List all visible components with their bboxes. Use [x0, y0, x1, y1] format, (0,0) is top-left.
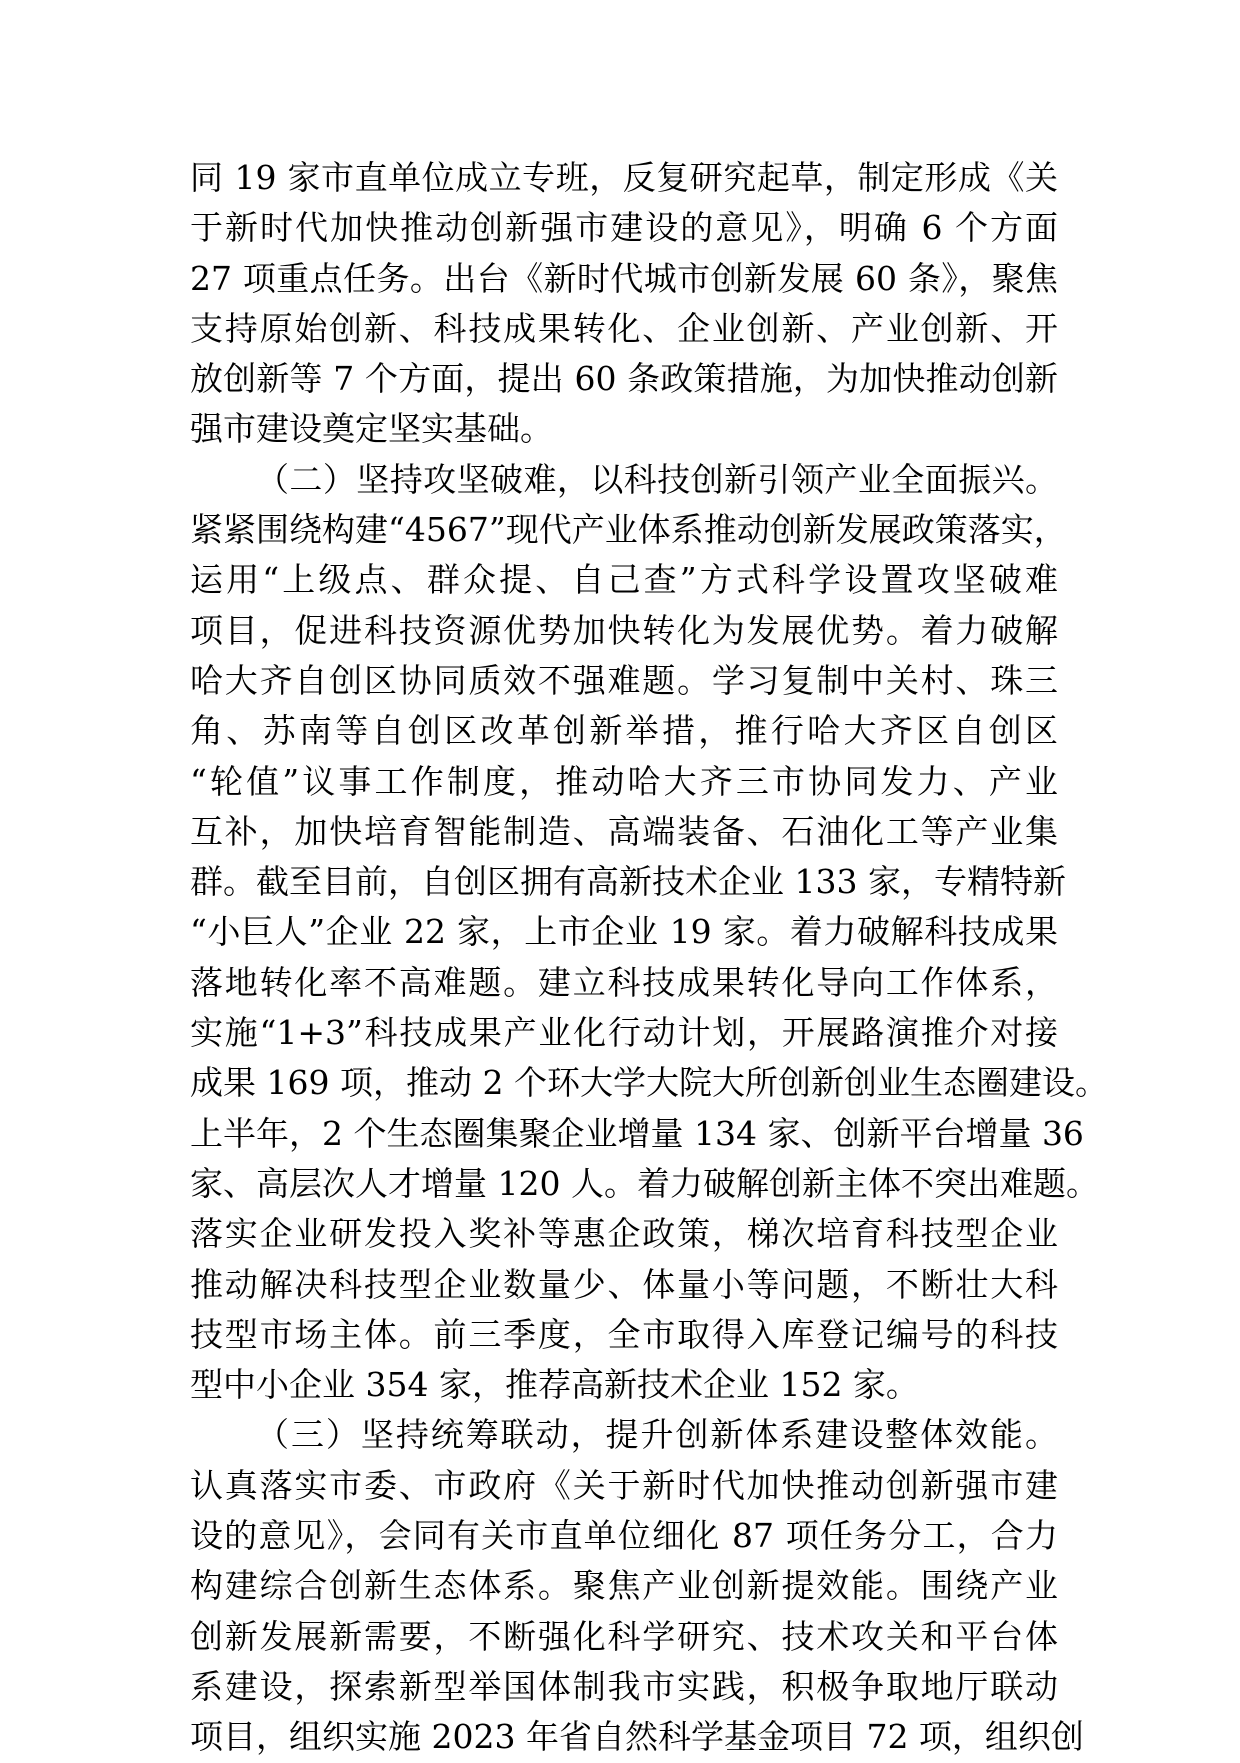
text-line: 于新时代加快推动创新强市建设的意见》，明确 6 个方面: [190, 208, 1058, 248]
text-line: 强市建设奠定坚实基础。: [190, 409, 553, 449]
text-line: 设的意见》，会同有关市直单位细化 87 项任务分工，合力: [190, 1516, 1058, 1556]
text-line: 成果 169 项，推动 2 个环大学大院大所创新创业生态圈建设。: [190, 1063, 1108, 1103]
text-line: 家、高层次人才增量 120 人。着力破解创新主体不突出难题。: [190, 1163, 1099, 1203]
text-line: 角、苏南等自创区改革创新举措，推行哈大齐区自创区: [190, 711, 1058, 751]
text-line: 放创新等 7 个方面，提出 60 条政策措施，为加快推动创新: [190, 359, 1058, 399]
text-line: “小巨人”企业 22 家，上市企业 19 家。着力破解科技成果: [190, 912, 1058, 952]
text-line: 落实企业研发投入奖补等惠企政策，梯次培育科技型企业: [190, 1214, 1058, 1254]
text-line: 创新发展新需要，不断强化科学研究、技术攻关和平台体: [190, 1616, 1058, 1656]
text-line: 项目，促进科技资源优势加快转化为发展优势。着力破解: [190, 610, 1058, 650]
section-heading-line: （三）坚持统筹联动，提升创新体系建设整体效能。: [256, 1415, 1058, 1455]
text-line: 上半年，2 个生态圈集聚企业增量 134 家、创新平台增量 36: [190, 1113, 1084, 1153]
text-line: 紧紧围绕构建“4567”现代产业体系推动创新发展政策落实，: [190, 510, 1067, 550]
text-line: 项目，组织实施 2023 年省自然科学基金项目 72 项，组织创: [190, 1717, 1084, 1757]
text-line: 同 19 家市直单位成立专班，反复研究起草，制定形成《关: [190, 158, 1058, 197]
text-line: 认真落实市委、市政府《关于新时代加快推动创新强市建: [190, 1465, 1058, 1505]
text-line: 构建综合创新生态体系。聚焦产业创新提效能。围绕产业: [190, 1566, 1058, 1606]
text-line: 技型市场主体。前三季度，全市取得入库登记编号的科技: [190, 1314, 1058, 1354]
text-line: “轮值”议事工作制度，推动哈大齐三市协同发力、产业: [190, 761, 1058, 801]
text-line: 落地转化率不高难题。建立科技成果转化导向工作体系，: [190, 962, 1058, 1002]
text-line: 推动解决科技型企业数量少、体量小等问题，不断壮大科: [190, 1264, 1058, 1304]
text-line: 型中小企业 354 家，推荐高新技术企业 152 家。: [190, 1365, 919, 1405]
text-line: 群。截至目前，自创区拥有高新技术企业 133 家，专精特新: [190, 862, 1066, 902]
text-line: 哈大齐自创区协同质效不强难题。学习复制中关村、珠三: [190, 660, 1058, 700]
text-line: 互补，加快培育智能制造、高端装备、石油化工等产业集: [190, 811, 1058, 851]
section-heading-line: （二）坚持攻坚破难，以科技创新引领产业全面振兴。: [256, 459, 1058, 499]
text-line: 系建设，探索新型举国体制我市实践，积极争取地厅联动: [190, 1666, 1058, 1706]
body-text: [190, 153, 1108, 1763]
text-line: 27 项重点任务。出台《新时代城市创新发展 60 条》，聚焦: [190, 258, 1058, 298]
text-line: 支持原始创新、科技成果转化、企业创新、产业创新、开: [190, 308, 1058, 348]
text-line: 运用“上级点、群众提、自己查”方式科学设置攻坚破难: [190, 560, 1058, 600]
text-line: 实施“1+3”科技成果产业化行动计划，开展路演推介对接: [190, 1013, 1058, 1053]
